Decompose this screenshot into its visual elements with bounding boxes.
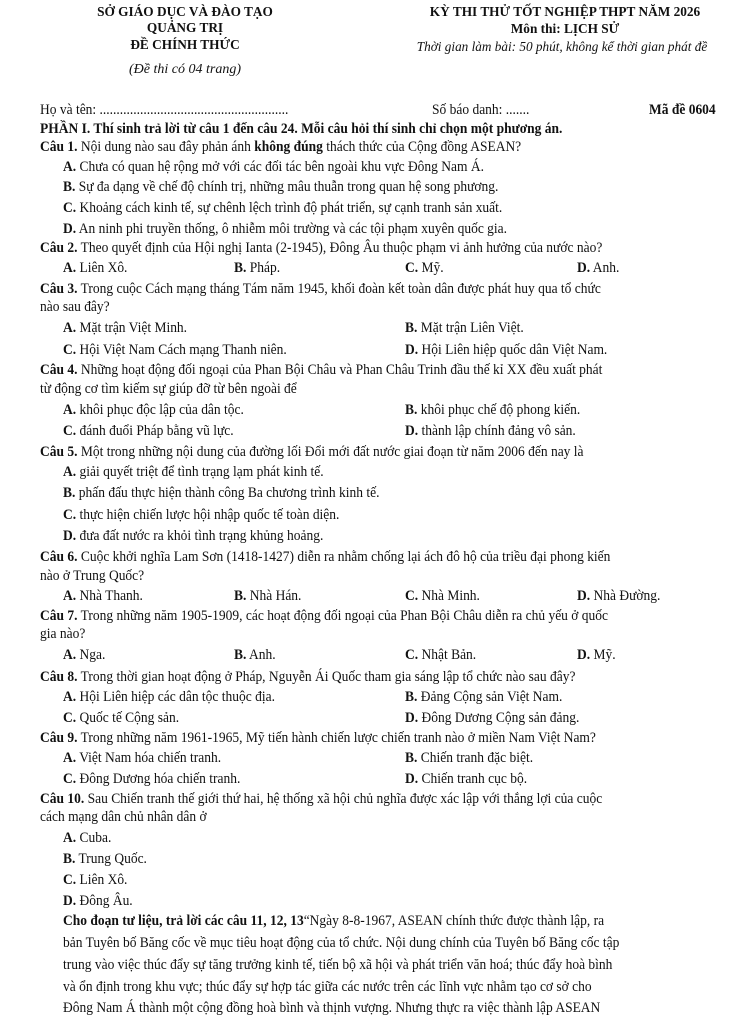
- option-key: A.: [63, 588, 77, 604]
- option-key: A.: [63, 689, 77, 705]
- option-b[interactable]: [63, 178, 498, 196]
- option-a[interactable]: [63, 319, 187, 337]
- option-text: Quốc tế Cộng sản.: [76, 710, 180, 726]
- option-b[interactable]: [234, 587, 301, 605]
- option-text: Đông Dương hóa chiến tranh.: [76, 771, 241, 787]
- question-stem-cont: nào ở Trung Quốc?: [40, 568, 145, 584]
- option-text: Đảng Cộng sản Việt Nam.: [417, 689, 563, 705]
- option-c[interactable]: [63, 199, 502, 217]
- question-label: Câu 4.: [40, 362, 78, 378]
- option-key: A.: [63, 402, 77, 418]
- option-c[interactable]: [405, 587, 480, 605]
- question-text: Trong những năm 1905-1909, các hoạt động đối ngoại của Phan Bội Châu diễn ra chủ yếu ở quốc: [77, 608, 609, 624]
- option-key: B.: [63, 485, 76, 501]
- question-stem: [40, 361, 602, 379]
- option-text: phấn đấu thực hiện thành công Ba chương trình kinh tế.: [75, 485, 380, 501]
- option-text: Liên Xô.: [76, 872, 128, 888]
- question-text: Một trong những nội dung của đường lối Đổi mới đất nước giai đoạn từ năm 2006 đến nay là: [77, 444, 584, 460]
- option-text: Việt Nam hóa chiến tranh.: [76, 750, 222, 766]
- passage-line: trung vào việc thúc đẩy sự tăng trưởng kinh tế, tiến bộ xã hội và phát triển văn hoá; thúc đẩy hoà bình: [63, 957, 613, 973]
- option-text: Chiến tranh đặc biệt.: [417, 750, 534, 766]
- option-text: đánh đuổi Pháp bằng vũ lực.: [76, 423, 234, 439]
- option-key: A.: [63, 464, 77, 480]
- option-c[interactable]: [63, 871, 127, 889]
- question-text: thách thức của Cộng đồng ASEAN?: [322, 139, 522, 155]
- passage-line: và ổn định trong khu vực; thúc đẩy sự hợp tác giữa các nước trên các lĩnh vực nhằm tạo cơ sở cho: [63, 979, 592, 995]
- option-key: C.: [63, 507, 77, 523]
- option-key: D.: [63, 221, 77, 237]
- option-b[interactable]: [405, 749, 533, 767]
- option-key: B.: [63, 851, 76, 867]
- option-a[interactable]: [63, 463, 324, 481]
- subject-label: Môn thi: LỊCH SỬ: [510, 22, 620, 37]
- question-label: Câu 2.: [40, 240, 78, 256]
- question-label: Câu 5.: [40, 444, 78, 460]
- question-stem: [40, 607, 608, 625]
- option-key: C.: [63, 423, 77, 439]
- option-c[interactable]: [63, 709, 179, 727]
- question-stem: [40, 280, 601, 298]
- option-text: Sự đa dạng về chế độ chính trị, những mâu thuẫn trong quan hệ song phương.: [75, 179, 499, 195]
- question-label: Câu 3.: [40, 281, 78, 297]
- time-note: Thời gian làm bài: 50 phút, không kể thời gian phát đề: [416, 39, 708, 54]
- option-text: Liên Xô.: [76, 260, 128, 276]
- option-text: Anh.: [590, 260, 620, 276]
- option-a[interactable]: [63, 688, 275, 706]
- option-key: D.: [405, 771, 419, 787]
- passage-line: Đông Nam Á thành một cộng đồng hoà bình và thịnh vượng. Nhưng thực ra việc thành lập ASEAN: [63, 1000, 601, 1016]
- question-text: Những hoạt động đối ngoại của Phan Bội Châu và Phan Châu Trinh đầu thế kỉ XX đều xuất phát: [77, 362, 603, 378]
- question-stem-cont: từ động cơ tìm kiếm sự giúp đỡ từ bên ngoài để: [40, 381, 297, 397]
- question-stem: [40, 239, 602, 257]
- option-text: Nhà Minh.: [418, 588, 480, 604]
- option-text: Hội Việt Nam Cách mạng Thanh niên.: [76, 342, 287, 358]
- passage-intro: Cho đoạn tư liệu, trả lời các câu 11, 12, 13: [63, 913, 304, 929]
- department-name: SỞ GIÁO DỤC VÀ ĐÀO TẠO: [97, 5, 273, 20]
- option-key: C.: [63, 872, 77, 888]
- option-text: Nhật Bản.: [418, 647, 477, 663]
- question-stem: [40, 548, 610, 566]
- question-stem: [40, 729, 596, 747]
- question-emphasis: không đúng: [254, 139, 323, 155]
- option-text: Cuba.: [76, 830, 112, 846]
- exam-title: KỲ THI THỬ TỐT NGHIỆP THPT NĂM 2026: [429, 5, 701, 20]
- question-text: Trong cuộc Cách mạng tháng Tám năm 1945, khối đoàn kết toàn dân được phát huy qua tổ chức: [77, 281, 601, 297]
- option-a[interactable]: [63, 401, 244, 419]
- option-a[interactable]: [63, 749, 221, 767]
- option-text: Anh.: [246, 647, 276, 663]
- option-key: D.: [63, 528, 77, 544]
- question-text: Nội dung nào sau đây phản ánh: [77, 139, 255, 155]
- option-key: B.: [405, 320, 418, 336]
- exam-code: Mã đề 0604: [649, 102, 716, 118]
- question-label: Câu 10.: [40, 791, 85, 807]
- page-count-note: (Đề thi có 04 trang): [129, 62, 241, 77]
- candidate-id-field: Số báo danh: .......: [432, 102, 530, 118]
- option-text: Chưa có quan hệ rộng mở với các đối tác bên ngoài khu vực Đông Nam Á.: [76, 159, 484, 175]
- question-stem-cont: cách mạng dân chủ nhân dân ở: [40, 809, 207, 825]
- question-text: Theo quyết định của Hội nghị Ianta (2-1945), Đông Âu thuộc phạm vi ảnh hưởng của nước nào?: [77, 240, 603, 256]
- option-b[interactable]: [63, 484, 379, 502]
- option-key: D.: [577, 588, 591, 604]
- option-key: C.: [405, 647, 419, 663]
- option-text: thành lập chính đảng vô sản.: [418, 423, 576, 439]
- option-key: B.: [234, 647, 247, 663]
- option-c[interactable]: [405, 646, 476, 664]
- option-text: Khoảng cách kinh tế, sự chênh lệch trình độ phát triển, sự cạnh tranh sản xuất.: [76, 200, 503, 216]
- option-text: Hội Liên hiệp các dân tộc thuộc địa.: [76, 689, 275, 705]
- question-label: Câu 7.: [40, 608, 78, 624]
- option-text: Đông Âu.: [76, 893, 133, 909]
- option-key: A.: [63, 750, 77, 766]
- option-a[interactable]: [63, 829, 111, 847]
- option-text: Nhà Hán.: [246, 588, 302, 604]
- option-d[interactable]: [577, 259, 619, 277]
- passage-line: [63, 912, 604, 930]
- option-c[interactable]: [63, 770, 240, 788]
- option-b[interactable]: [234, 646, 276, 664]
- option-text: Nga.: [76, 647, 106, 663]
- option-text: Nhà Thanh.: [76, 588, 143, 604]
- option-c[interactable]: [405, 259, 444, 277]
- question-label: Câu 9.: [40, 730, 78, 746]
- option-b[interactable]: [234, 259, 280, 277]
- option-text: khôi phục chế độ phong kiến.: [417, 402, 581, 418]
- question-text: Sau Chiến tranh thế giới thứ hai, hệ thống xã hội chủ nghĩa được xác lập với thắng lợi của cuộc: [84, 791, 603, 807]
- option-key: C.: [63, 710, 77, 726]
- question-stem: [40, 443, 584, 461]
- option-key: D.: [577, 260, 591, 276]
- option-text: Hội Liên hiệp quốc dân Việt Nam.: [418, 342, 608, 358]
- option-d[interactable]: [405, 770, 527, 788]
- option-key: B.: [234, 588, 247, 604]
- option-b[interactable]: [405, 401, 580, 419]
- option-key: D.: [577, 647, 591, 663]
- option-text: Nhà Đường.: [590, 588, 661, 604]
- option-key: B.: [405, 402, 418, 418]
- option-key: C.: [63, 771, 77, 787]
- option-b[interactable]: [405, 319, 524, 337]
- option-text: đưa đất nước ra khỏi tình trạng khủng hoảng.: [76, 528, 324, 544]
- option-key: B.: [405, 689, 418, 705]
- question-label: Câu 1.: [40, 139, 78, 155]
- option-key: B.: [405, 750, 418, 766]
- option-a[interactable]: [63, 646, 105, 664]
- option-d[interactable]: [405, 341, 607, 359]
- option-b[interactable]: [405, 688, 562, 706]
- question-text: Cuộc khởi nghĩa Lam Sơn (1418-1427) diễn ra nhằm chống lại ách đô hộ của triều đại phong kiến: [77, 549, 611, 565]
- option-key: D.: [405, 342, 419, 358]
- option-d[interactable]: [63, 892, 133, 910]
- option-text: Mỹ.: [590, 647, 616, 663]
- option-text: Pháp.: [246, 260, 281, 276]
- option-a[interactable]: [63, 259, 127, 277]
- option-text: giải quyết triệt để tình trạng lạm phát kinh tế.: [76, 464, 324, 480]
- option-d[interactable]: [63, 527, 323, 545]
- option-c[interactable]: [63, 506, 339, 524]
- option-key: B.: [63, 179, 76, 195]
- option-text: thực hiện chiến lược hội nhập quốc tế toàn diện.: [76, 507, 340, 523]
- passage-text: “Ngày 8-8-1967, ASEAN chính thức được thành lập, ra: [303, 913, 605, 929]
- option-c[interactable]: [63, 422, 234, 440]
- question-stem: [40, 138, 521, 156]
- option-c[interactable]: [63, 341, 287, 359]
- option-d[interactable]: [405, 422, 576, 440]
- option-key: C.: [405, 260, 419, 276]
- option-key: A.: [63, 647, 77, 663]
- question-text: Trong thời gian hoạt động ở Pháp, Nguyễn Ái Quốc tham gia sáng lập tổ chức nào sau đây?: [77, 669, 576, 685]
- option-key: D.: [405, 423, 419, 439]
- option-text: Đông Dương Cộng sản đảng.: [418, 710, 580, 726]
- option-key: C.: [405, 588, 419, 604]
- question-label: Câu 8.: [40, 669, 78, 685]
- option-d[interactable]: [63, 220, 507, 238]
- part-title: PHẦN I. Thí sinh trả lời từ câu 1 đến câu 24. Mỗi câu hỏi thí sinh chỉ chọn một phương án.: [40, 121, 563, 137]
- option-a[interactable]: [63, 587, 143, 605]
- option-key: A.: [63, 830, 77, 846]
- candidate-name-field: Họ và tên: ........................................................: [40, 102, 289, 118]
- option-text: Mỹ.: [418, 260, 444, 276]
- option-key: D.: [63, 893, 77, 909]
- option-d[interactable]: [577, 587, 660, 605]
- option-text: Chiến tranh cục bộ.: [418, 771, 528, 787]
- option-d[interactable]: [405, 709, 579, 727]
- province-name: QUẢNG TRỊ: [146, 21, 224, 36]
- option-key: C.: [63, 342, 77, 358]
- option-text: Trung Quốc.: [75, 851, 147, 867]
- option-text: khôi phục độc lập của dân tộc.: [76, 402, 244, 418]
- question-text: Trong những năm 1961-1965, Mỹ tiến hành chiến lược chiến tranh nào ở miền Nam Việt Nam?: [77, 730, 596, 746]
- option-text: Mặt trận Việt Minh.: [76, 320, 188, 336]
- question-stem-cont: gia nào?: [40, 626, 86, 642]
- option-text: Mặt trận Liên Việt.: [417, 320, 524, 336]
- question-stem: [40, 668, 575, 686]
- option-key: A.: [63, 320, 77, 336]
- option-text: An ninh phi truyền thống, ô nhiễm môi trường và các tội phạm xuyên quốc gia.: [76, 221, 508, 237]
- option-key: D.: [405, 710, 419, 726]
- option-key: B.: [234, 260, 247, 276]
- option-a[interactable]: [63, 158, 484, 176]
- question-stem: [40, 790, 602, 808]
- option-key: A.: [63, 159, 77, 175]
- option-d[interactable]: [577, 646, 616, 664]
- official-exam-label: ĐỀ CHÍNH THỨC: [130, 38, 240, 53]
- question-stem-cont: nào sau đây?: [40, 299, 110, 315]
- option-key: A.: [63, 260, 77, 276]
- question-label: Câu 6.: [40, 549, 78, 565]
- option-key: C.: [63, 200, 77, 216]
- option-b[interactable]: [63, 850, 147, 868]
- passage-line: bản Tuyên bố Băng cốc về mục tiêu hoạt động của tổ chức. Nội dung chính của Tuyên bố Băng cốc tập: [63, 935, 620, 951]
